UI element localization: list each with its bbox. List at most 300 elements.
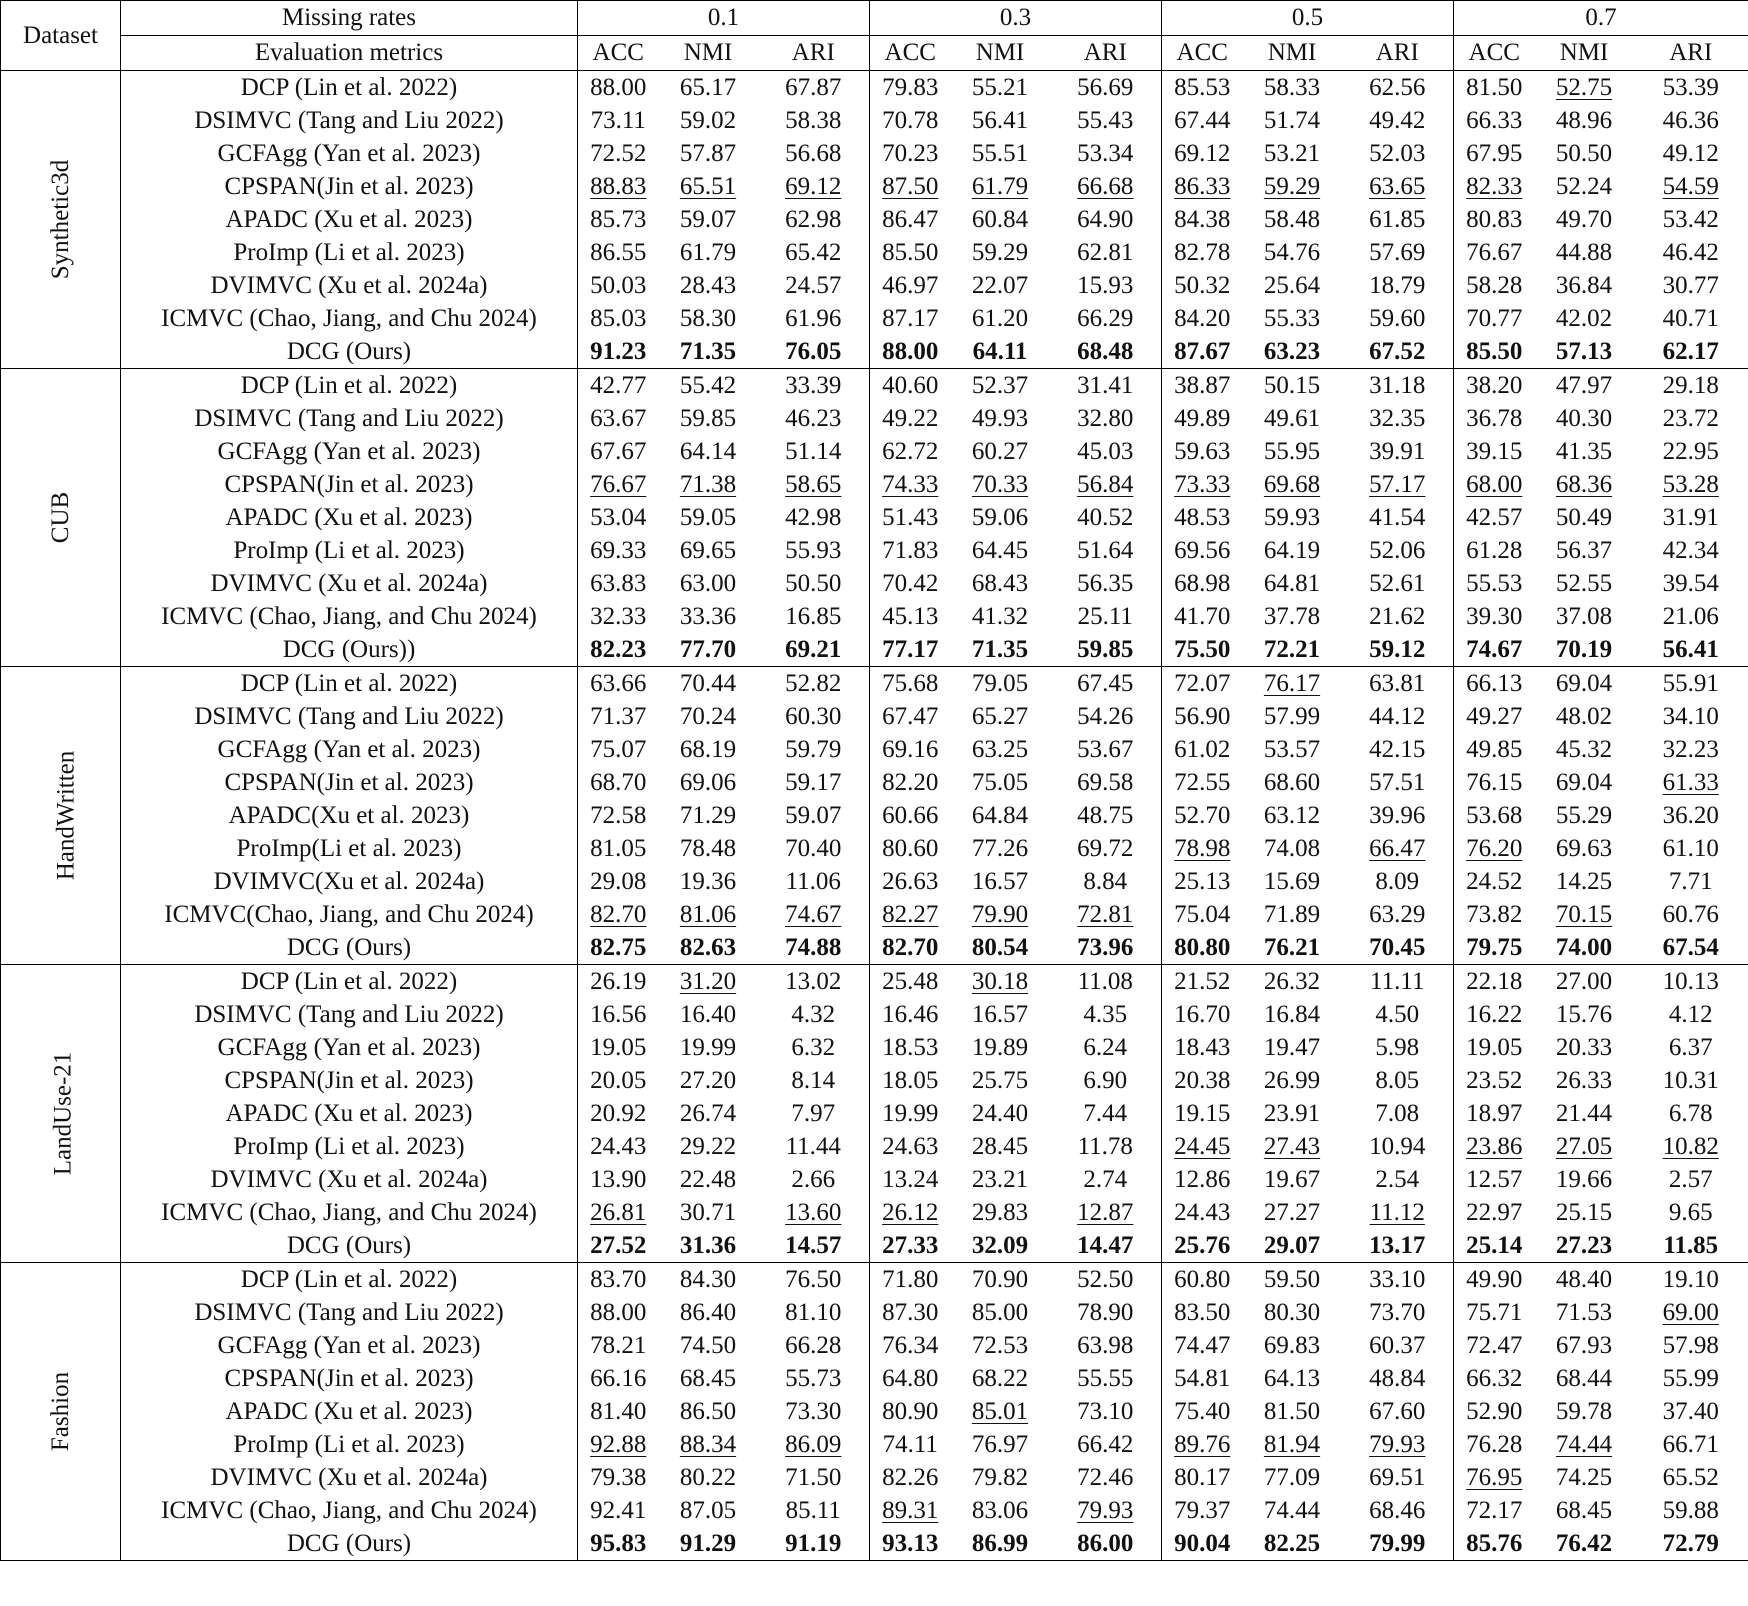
metric-value-acc: 41.70 — [1174, 603, 1231, 630]
dataset-label: LandUse-21 — [49, 1051, 77, 1176]
metric-value-nmi: 68.22 — [971, 1365, 1029, 1392]
dataset-label: CUB — [47, 491, 74, 544]
metric-value-acc: 49.90 — [1454, 1263, 1535, 1297]
metric-value-ari: 54.26 — [1050, 700, 1162, 733]
metric-value-acc: 90.04 — [1162, 1527, 1243, 1561]
metric-value-ari: 65.52 — [1634, 1461, 1748, 1494]
table-row — [1, 1196, 1748, 1229]
metric-value-ari: 50.50 — [758, 567, 870, 600]
metric-value-ari: 73.10 — [1050, 1395, 1162, 1428]
metric-value-nmi: 71.35 — [971, 636, 1029, 663]
metric-value-nmi: 55.95 — [1263, 438, 1321, 465]
metric-value-acc: 85.50 — [882, 239, 939, 266]
metric-value-acc: 82.75 — [590, 934, 647, 961]
metric-value-nmi: 63.23 — [1263, 338, 1321, 365]
metric-value-acc: 24.45 — [1174, 1133, 1231, 1160]
method-name: DCP (Lin et al. 2022) — [121, 965, 578, 999]
metric-value-acc: 64.80 — [882, 1365, 939, 1392]
metric-value-acc: 22.18 — [1454, 965, 1535, 999]
metric-value-acc: 75.07 — [590, 736, 647, 763]
metric-value-acc: 62.72 — [882, 438, 939, 465]
metric-value-ari: 55.73 — [758, 1362, 870, 1395]
metric-value-ari: 60.76 — [1634, 898, 1748, 931]
metric-value-ari: 2.66 — [758, 1163, 870, 1196]
metric-value-nmi: 57.99 — [1263, 703, 1321, 730]
metric-value-ari: 2.54 — [1342, 1163, 1454, 1196]
method-name: DVIMVC (Xu et al. 2024a) — [121, 269, 578, 302]
metric-value-nmi: 57.87 — [679, 140, 737, 167]
dataset-cell — [1, 667, 121, 965]
metric-value-acc: 78.98 — [1174, 835, 1231, 862]
table-row — [1, 468, 1748, 501]
metric-value-ari: 22.95 — [1634, 435, 1748, 468]
metric-value-acc: 82.23 — [590, 636, 647, 663]
metric-value-acc: 39.15 — [1466, 438, 1523, 465]
metric-value-ari: 5.98 — [1342, 1031, 1454, 1064]
method-name: DVIMVC(Xu et al. 2024a) — [121, 865, 578, 898]
metric-acc-header: ACC — [870, 36, 951, 71]
method-name: GCFAgg (Yan et al. 2023) — [121, 1031, 578, 1064]
metric-value-nmi: 25.15 — [1555, 1199, 1613, 1226]
metric-value-nmi: 37.08 — [1555, 603, 1613, 630]
metric-value-ari: 37.40 — [1634, 1395, 1748, 1428]
method-name: ICMVC(Chao, Jiang, and Chu 2024) — [121, 898, 578, 931]
metric-value-ari: 57.69 — [1342, 236, 1454, 269]
method-name: ProImp (Li et al. 2023) — [121, 1130, 578, 1163]
metric-value-acc: 74.47 — [1174, 1332, 1231, 1359]
metric-value-acc: 49.89 — [1174, 405, 1231, 432]
metric-value-acc: 36.78 — [1466, 405, 1523, 432]
metric-value-acc: 73.11 — [590, 107, 646, 134]
metric-value-acc: 63.83 — [590, 570, 647, 597]
metric-value-nmi: 85.00 — [971, 1299, 1029, 1326]
metric-value-acc: 80.60 — [882, 835, 939, 862]
metric-value-acc: 67.95 — [1466, 140, 1523, 167]
metric-value-ari: 7.97 — [758, 1097, 870, 1130]
metric-value-nmi: 85.01 — [971, 1398, 1029, 1425]
metric-value-acc: 87.67 — [1174, 338, 1231, 365]
table-row — [1, 1097, 1748, 1130]
metric-value-acc: 79.37 — [1174, 1497, 1231, 1524]
missing-rate-0-3: 0.3 — [870, 1, 1162, 36]
metric-value-nmi: 16.84 — [1263, 1001, 1321, 1028]
metric-value-acc: 67.44 — [1174, 107, 1231, 134]
metric-value-ari: 67.54 — [1634, 931, 1748, 965]
metric-value-ari: 56.84 — [1050, 468, 1162, 501]
dataset-cell — [1, 1263, 121, 1561]
metric-value-nmi: 74.00 — [1555, 934, 1613, 961]
metric-value-acc: 85.50 — [1466, 338, 1523, 365]
metric-value-nmi: 68.19 — [679, 736, 737, 763]
method-name: ProImp (Li et al. 2023) — [121, 534, 578, 567]
metric-value-ari: 52.03 — [1342, 137, 1454, 170]
metric-value-nmi: 41.32 — [971, 603, 1029, 630]
metric-value-nmi: 50.49 — [1555, 504, 1613, 531]
metric-value-ari: 4.35 — [1050, 998, 1162, 1031]
metric-value-acc: 46.97 — [882, 272, 939, 299]
metric-value-nmi: 64.19 — [1263, 537, 1321, 564]
metric-value-nmi: 45.32 — [1555, 736, 1613, 763]
metric-value-nmi: 52.37 — [951, 369, 1050, 403]
metric-value-acc: 66.32 — [1466, 1365, 1523, 1392]
metric-value-ari: 40.71 — [1634, 302, 1748, 335]
metric-value-nmi: 61.20 — [971, 305, 1029, 332]
metric-value-acc: 27.33 — [882, 1232, 939, 1259]
metric-value-ari: 73.30 — [758, 1395, 870, 1428]
metric-value-acc: 76.15 — [1466, 769, 1523, 796]
metric-value-ari: 56.69 — [1050, 71, 1162, 105]
metric-value-nmi: 64.45 — [971, 537, 1029, 564]
metric-value-acc: 72.52 — [590, 140, 647, 167]
metric-value-nmi: 56.37 — [1555, 537, 1613, 564]
metric-value-ari: 4.12 — [1634, 998, 1748, 1031]
metric-value-nmi: 67.93 — [1555, 1332, 1613, 1359]
metric-value-acc: 80.83 — [1466, 206, 1523, 233]
metric-value-nmi: 64.14 — [679, 438, 737, 465]
metric-value-ari: 46.23 — [758, 402, 870, 435]
metric-value-acc: 68.70 — [590, 769, 647, 796]
metric-value-nmi: 75.05 — [971, 769, 1029, 796]
metric-value-nmi: 70.33 — [971, 471, 1029, 498]
metric-value-ari: 57.17 — [1342, 468, 1454, 501]
metric-value-acc: 54.81 — [1174, 1365, 1231, 1392]
metric-value-ari: 79.93 — [1342, 1428, 1454, 1461]
metric-value-ari: 86.00 — [1050, 1527, 1162, 1561]
metric-value-ari: 86.09 — [758, 1428, 870, 1461]
metric-value-nmi: 65.51 — [679, 173, 737, 200]
metric-acc-header: ACC — [1454, 36, 1535, 71]
metric-value-nmi: 59.29 — [971, 239, 1029, 266]
metric-value-ari: 52.50 — [1050, 1263, 1162, 1297]
method-name: GCFAgg (Yan et al. 2023) — [121, 137, 578, 170]
metric-value-acc: 70.23 — [882, 140, 939, 167]
metric-value-acc: 21.52 — [1162, 965, 1243, 999]
metric-value-nmi: 64.81 — [1263, 570, 1321, 597]
metric-value-acc: 26.81 — [590, 1199, 647, 1226]
metric-value-acc: 25.48 — [870, 965, 951, 999]
method-name: DSIMVC (Tang and Liu 2022) — [121, 104, 578, 137]
metric-value-nmi: 64.11 — [972, 338, 1028, 365]
metric-value-ari: 11.85 — [1634, 1229, 1748, 1263]
metric-value-acc: 18.43 — [1174, 1034, 1231, 1061]
metric-value-acc: 95.83 — [578, 1527, 659, 1561]
table-row — [1, 1263, 1748, 1297]
metric-value-nmi: 80.22 — [679, 1464, 737, 1491]
metric-value-acc: 48.53 — [1174, 504, 1231, 531]
method-name: CPSPAN(Jin et al. 2023) — [121, 1362, 578, 1395]
method-name: GCFAgg (Yan et al. 2023) — [121, 1329, 578, 1362]
method-name: DSIMVC (Tang and Liu 2022) — [121, 402, 578, 435]
metric-value-ari: 66.68 — [1050, 170, 1162, 203]
metric-value-ari: 56.68 — [758, 137, 870, 170]
metric-value-acc: 32.33 — [590, 603, 647, 630]
metric-nmi-header: NMI — [951, 36, 1050, 71]
metric-value-acc: 75.71 — [1466, 1299, 1523, 1326]
metric-value-acc: 82.20 — [882, 769, 939, 796]
metric-value-nmi: 74.08 — [1263, 835, 1321, 862]
metric-value-ari: 63.98 — [1050, 1329, 1162, 1362]
metric-value-ari: 21.06 — [1634, 600, 1748, 633]
metric-value-ari: 8.05 — [1342, 1064, 1454, 1097]
table-row — [1, 170, 1748, 203]
metric-value-ari: 69.58 — [1050, 766, 1162, 799]
table-row — [1, 700, 1748, 733]
method-name: ICMVC (Chao, Jiang, and Chu 2024) — [121, 1494, 578, 1527]
metric-value-acc: 72.58 — [590, 802, 647, 829]
metric-value-acc: 88.00 — [590, 1299, 647, 1326]
metric-value-acc: 13.24 — [882, 1166, 939, 1193]
metric-value-acc: 73.33 — [1174, 471, 1231, 498]
metric-value-nmi: 26.99 — [1263, 1067, 1321, 1094]
metric-value-acc: 72.47 — [1466, 1332, 1523, 1359]
metric-value-ari: 55.99 — [1634, 1362, 1748, 1395]
metric-value-ari: 67.87 — [758, 71, 870, 105]
metric-value-acc: 79.83 — [882, 74, 939, 101]
metric-value-ari: 49.12 — [1634, 137, 1748, 170]
metric-value-acc: 92.41 — [590, 1497, 647, 1524]
metric-value-acc: 13.90 — [590, 1166, 647, 1193]
method-name: DCG (Ours) — [121, 1527, 578, 1561]
metric-value-nmi: 30.71 — [679, 1199, 737, 1226]
metric-value-ari: 72.81 — [1050, 898, 1162, 931]
metric-value-nmi: 29.22 — [679, 1133, 737, 1160]
metric-value-nmi: 55.42 — [659, 369, 758, 403]
method-name: CPSPAN(Jin et al. 2023) — [121, 468, 578, 501]
metric-value-acc: 23.52 — [1466, 1067, 1523, 1094]
metric-value-acc: 84.38 — [1174, 206, 1231, 233]
metric-value-acc: 76.34 — [882, 1332, 939, 1359]
metric-value-nmi: 54.76 — [1263, 239, 1321, 266]
metric-value-ari: 57.51 — [1342, 766, 1454, 799]
metric-value-acc: 50.03 — [590, 272, 647, 299]
metric-value-nmi: 20.33 — [1555, 1034, 1613, 1061]
metric-value-nmi: 48.96 — [1555, 107, 1613, 134]
metric-value-acc: 18.53 — [882, 1034, 939, 1061]
metric-value-nmi: 69.04 — [1535, 667, 1634, 701]
metric-value-nmi: 81.50 — [1263, 1398, 1321, 1425]
metric-value-acc: 92.88 — [590, 1431, 647, 1458]
metric-value-nmi: 87.05 — [679, 1497, 737, 1524]
metric-value-nmi: 86.99 — [951, 1527, 1050, 1561]
table-row — [1, 998, 1748, 1031]
metric-value-nmi: 82.25 — [1243, 1527, 1342, 1561]
metric-value-acc: 69.33 — [590, 537, 647, 564]
metric-value-nmi: 58.30 — [679, 305, 737, 332]
metric-value-nmi: 49.93 — [971, 405, 1029, 432]
metric-value-acc: 45.13 — [882, 603, 939, 630]
metric-value-nmi: 78.48 — [679, 835, 737, 862]
metric-value-nmi: 79.90 — [971, 901, 1029, 928]
metric-value-nmi: 61.79 — [679, 239, 737, 266]
table-row — [1, 1031, 1748, 1064]
metric-value-ari: 63.65 — [1342, 170, 1454, 203]
metric-value-nmi: 76.42 — [1535, 1527, 1634, 1561]
metric-value-ari: 40.52 — [1050, 501, 1162, 534]
metric-value-nmi: 76.17 — [1243, 667, 1342, 701]
metric-value-nmi: 55.51 — [971, 140, 1029, 167]
metric-value-nmi: 70.44 — [659, 667, 758, 701]
metric-value-ari: 69.12 — [758, 170, 870, 203]
metric-value-ari: 67.52 — [1342, 335, 1454, 369]
metric-value-nmi: 22.48 — [679, 1166, 737, 1193]
metric-value-acc: 63.67 — [590, 405, 647, 432]
method-name: CPSPAN(Jin et al. 2023) — [121, 170, 578, 203]
metric-value-nmi: 28.43 — [679, 272, 737, 299]
metric-value-acc: 20.92 — [590, 1100, 647, 1127]
method-name: ICMVC (Chao, Jiang, and Chu 2024) — [121, 600, 578, 633]
metric-value-ari: 59.79 — [758, 733, 870, 766]
metric-value-ari: 79.93 — [1050, 1494, 1162, 1527]
metric-value-ari: 61.96 — [758, 302, 870, 335]
metric-value-acc: 59.63 — [1174, 438, 1231, 465]
metric-value-ari: 61.33 — [1634, 766, 1748, 799]
metric-value-acc: 24.43 — [1174, 1199, 1231, 1226]
metric-value-ari: 51.64 — [1050, 534, 1162, 567]
metric-value-nmi: 63.00 — [679, 570, 737, 597]
metric-value-acc: 52.70 — [1174, 802, 1231, 829]
metric-value-nmi: 27.05 — [1555, 1133, 1613, 1160]
metric-value-nmi: 68.36 — [1555, 471, 1613, 498]
metric-value-acc: 89.76 — [1174, 1431, 1231, 1458]
metric-value-nmi: 59.85 — [679, 405, 737, 432]
metric-value-ari: 31.41 — [1050, 369, 1162, 403]
table-row — [1, 435, 1748, 468]
metric-value-ari: 53.34 — [1050, 137, 1162, 170]
metric-value-acc: 81.05 — [590, 835, 647, 862]
metric-value-nmi: 16.40 — [679, 1001, 737, 1028]
metric-value-nmi: 82.63 — [679, 934, 737, 961]
metric-value-nmi: 14.25 — [1555, 868, 1613, 895]
method-name: DCP (Lin et al. 2022) — [121, 369, 578, 403]
metric-value-ari: 56.35 — [1050, 567, 1162, 600]
metric-value-ari: 32.23 — [1634, 733, 1748, 766]
metric-value-acc: 42.57 — [1466, 504, 1523, 531]
metric-value-nmi: 22.07 — [971, 272, 1029, 299]
table-row — [1, 965, 1748, 999]
metric-value-acc: 89.31 — [882, 1497, 939, 1524]
metric-value-acc: 71.37 — [590, 703, 647, 730]
metric-value-nmi: 28.45 — [971, 1133, 1029, 1160]
metric-value-nmi: 47.97 — [1535, 369, 1634, 403]
metric-value-ari: 11.11 — [1342, 965, 1454, 999]
metric-value-acc: 66.13 — [1454, 667, 1535, 701]
metric-value-acc: 49.85 — [1466, 736, 1523, 763]
metric-value-acc: 19.15 — [1174, 1100, 1231, 1127]
metric-value-nmi: 74.44 — [1263, 1497, 1321, 1524]
metric-value-nmi: 25.64 — [1263, 272, 1321, 299]
metric-value-ari: 7.71 — [1634, 865, 1748, 898]
metric-value-acc: 77.17 — [882, 636, 939, 663]
table-row — [1, 1329, 1748, 1362]
method-name: DCP (Lin et al. 2022) — [121, 667, 578, 701]
metric-value-nmi: 81.06 — [679, 901, 737, 928]
metric-value-acc: 19.99 — [882, 1100, 939, 1127]
metric-value-ari: 63.29 — [1342, 898, 1454, 931]
metric-value-acc: 69.16 — [882, 736, 939, 763]
metric-value-acc: 69.12 — [1174, 140, 1231, 167]
metric-value-acc: 76.95 — [1466, 1464, 1523, 1491]
metric-value-acc: 70.77 — [1466, 305, 1523, 332]
metric-value-ari: 24.57 — [758, 269, 870, 302]
table-row — [1, 633, 1748, 667]
metric-value-ari: 62.56 — [1342, 71, 1454, 105]
metric-value-ari: 74.88 — [758, 931, 870, 965]
metric-value-ari: 48.84 — [1342, 1362, 1454, 1395]
results-body — [1, 71, 1748, 1561]
metric-value-nmi: 36.84 — [1555, 272, 1613, 299]
metric-value-nmi: 59.29 — [1263, 173, 1321, 200]
metric-value-acc: 82.78 — [1174, 239, 1231, 266]
metric-value-nmi: 59.06 — [971, 504, 1029, 531]
method-name: DCP (Lin et al. 2022) — [121, 71, 578, 105]
metric-value-acc: 74.33 — [882, 471, 939, 498]
metric-value-nmi: 72.21 — [1263, 636, 1321, 663]
metric-value-acc: 76.67 — [1466, 239, 1523, 266]
metric-value-nmi: 71.89 — [1263, 901, 1321, 928]
metric-value-nmi: 86.50 — [679, 1398, 737, 1425]
method-name: DCG (Ours)) — [121, 633, 578, 667]
metric-value-nmi: 61.79 — [971, 173, 1029, 200]
metric-value-ari: 32.35 — [1342, 402, 1454, 435]
method-name: ProImp (Li et al. 2023) — [121, 236, 578, 269]
metric-value-acc: 88.83 — [590, 173, 647, 200]
method-name: DCG (Ours) — [121, 1229, 578, 1263]
metric-value-ari: 11.78 — [1050, 1130, 1162, 1163]
metric-value-ari: 33.39 — [758, 369, 870, 403]
metric-value-nmi: 63.25 — [971, 736, 1029, 763]
dataset-label: Fashion — [47, 1371, 74, 1452]
metric-value-ari: 76.50 — [758, 1263, 870, 1297]
metric-value-nmi: 70.24 — [679, 703, 737, 730]
metric-value-acc: 53.68 — [1466, 802, 1523, 829]
metric-value-nmi: 15.69 — [1263, 868, 1321, 895]
metric-value-ari: 42.98 — [758, 501, 870, 534]
metric-value-ari: 53.28 — [1634, 468, 1748, 501]
metric-value-acc: 51.43 — [882, 504, 939, 531]
metric-value-nmi: 52.75 — [1555, 74, 1613, 101]
metric-value-acc: 38.20 — [1454, 369, 1535, 403]
metric-value-ari: 67.45 — [1050, 667, 1162, 701]
metric-value-ari: 21.62 — [1342, 600, 1454, 633]
table-row — [1, 931, 1748, 965]
metric-value-ari: 73.70 — [1342, 1296, 1454, 1329]
metric-value-ari: 55.43 — [1050, 104, 1162, 137]
metric-value-ari: 32.80 — [1050, 402, 1162, 435]
metric-value-acc: 61.28 — [1466, 537, 1523, 564]
metric-value-ari: 66.42 — [1050, 1428, 1162, 1461]
metric-value-nmi: 55.21 — [971, 74, 1029, 101]
metric-value-ari: 73.96 — [1050, 931, 1162, 965]
metric-value-nmi: 19.47 — [1263, 1034, 1321, 1061]
metric-value-acc: 76.20 — [1466, 835, 1523, 862]
metric-value-ari: 71.50 — [758, 1461, 870, 1494]
metric-value-ari: 65.42 — [758, 236, 870, 269]
metric-value-nmi: 21.44 — [1555, 1100, 1613, 1127]
metric-value-nmi: 91.29 — [659, 1527, 758, 1561]
metric-value-nmi: 56.41 — [971, 107, 1029, 134]
metric-value-ari: 15.93 — [1050, 269, 1162, 302]
table-row — [1, 203, 1748, 236]
missing-rate-0-7: 0.7 — [1454, 1, 1748, 36]
metric-acc-header: ACC — [578, 36, 659, 71]
metric-value-acc: 88.00 — [590, 74, 647, 101]
metric-value-ari: 68.48 — [1050, 335, 1162, 369]
table-row — [1, 667, 1748, 701]
metric-value-ari: 60.30 — [758, 700, 870, 733]
metric-value-nmi: 70.15 — [1555, 901, 1613, 928]
method-name: APADC (Xu et al. 2023) — [121, 203, 578, 236]
metric-value-nmi: 60.27 — [971, 438, 1029, 465]
